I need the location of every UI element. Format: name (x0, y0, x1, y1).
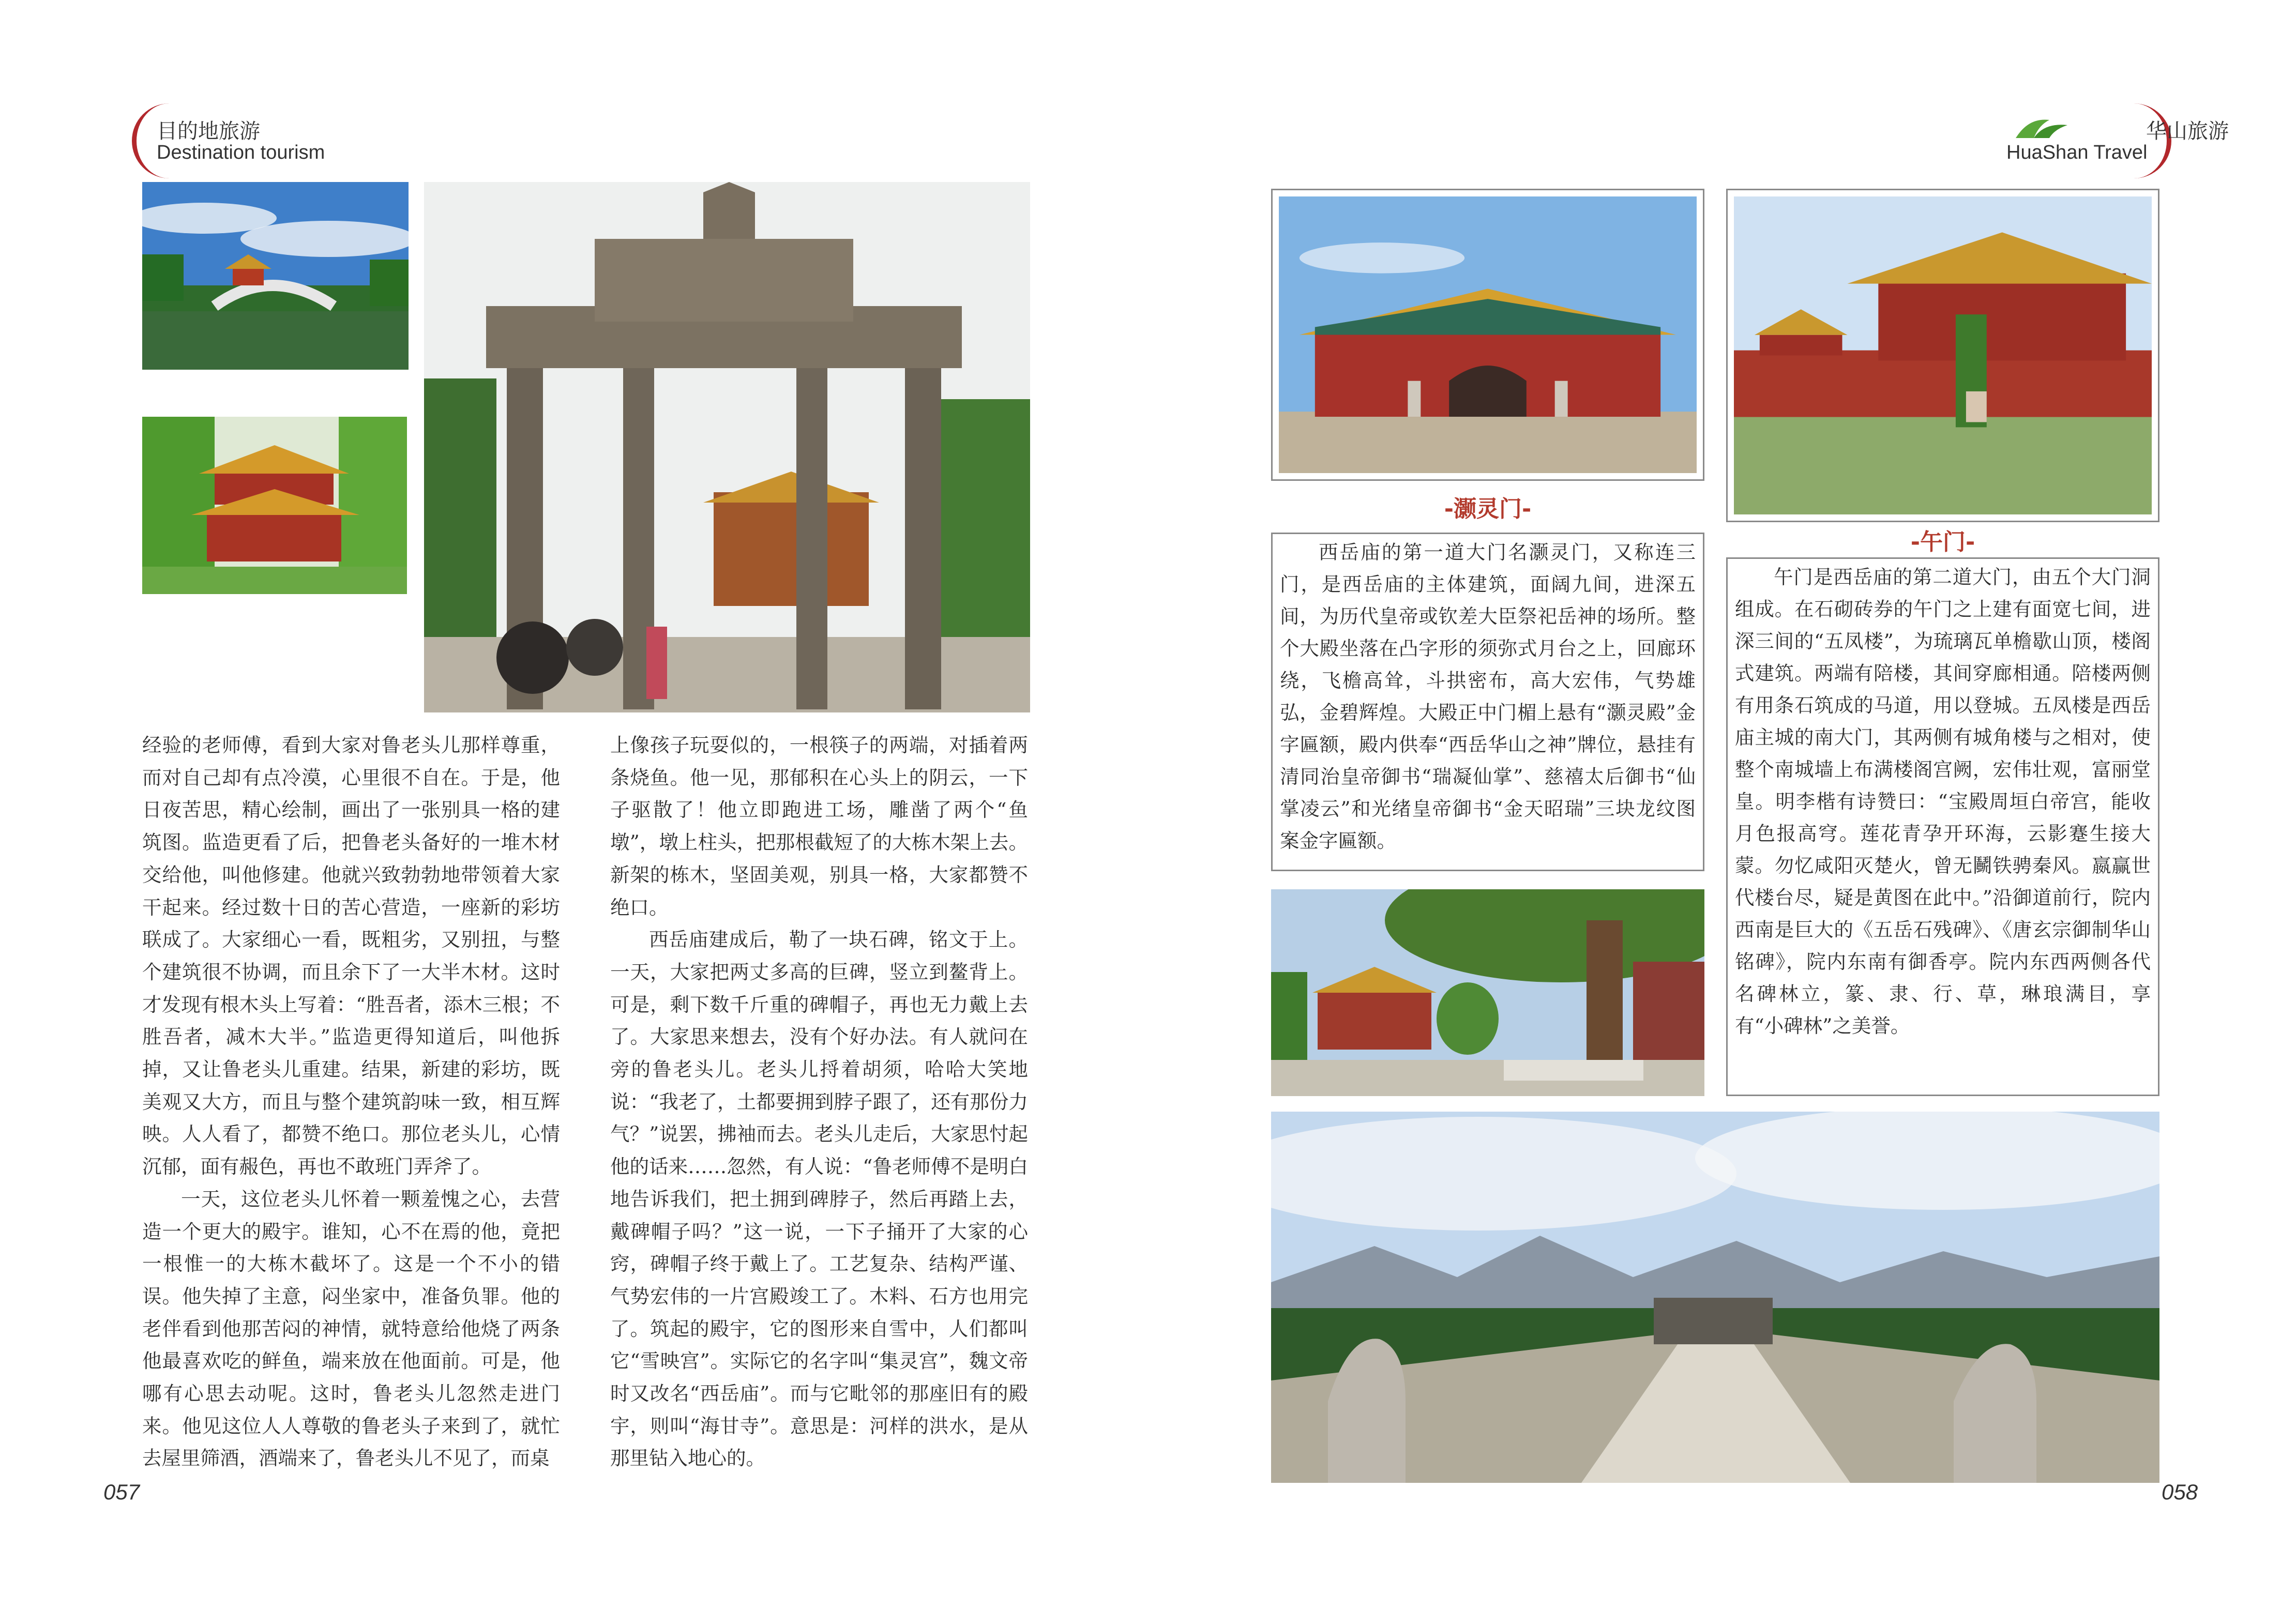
photo-courtyard-tree (1271, 889, 1704, 1096)
photo-avenue-lions (1271, 1112, 2159, 1483)
magazine-title-cn: 华山旅游 (2146, 120, 2229, 143)
article-column-2 (610, 729, 1028, 1475)
photo-haoling-gate (1279, 196, 1697, 473)
page-number-right: 058 (2162, 1480, 2198, 1504)
section-title-cn: 目的地旅游 (157, 120, 260, 143)
article-column-1 (142, 729, 560, 1475)
photo-frame-haoling-gate (1271, 189, 1704, 481)
paragraph: 西岳庙建成后，勒了一块石碑，铭文于上。一天，大家把两丈多高的巨碑，竖立到鳌背上。可是，剩下数千斤重的碑帽子，再也无力戴上去了。大家思来想去，没有个好办法。有人就问在旁的鲁老头儿。老头儿捋着胡须，哈哈大笑地说：“我老了，土都要拥到脖子跟了，还有那份力气？”说罢，拂袖而去。老头儿走后，大家思忖起他的话来……忽然，有人说：“鲁老师傅不是明白地告诉我们，把土拥到碑脖子，然后再踏上去，戴碑帽子吗？”这一说，一下子捅开了大家的心窍，碑帽子终于戴上了。工艺复杂、结构严谨、气势宏伟的一片宫殿竣工了。木料、石方也用完了。筑起的殿宇，它的图形来自雪中，人们都叫它“雪映宫”。实际它的名字叫“集灵宫”，魏文帝时又改名“西岳庙”。而与它毗邻的那座旧有的殿宇，则叫“海甘寺”。意思是：河样的洪水，是从那里钻入地心的。 (610, 928, 1028, 1470)
caption-text-haoling: 西岳庙的第一道大门名灏灵门，又称连三门，是西岳庙的主体建筑，面阔九间，进深五间，为历代皇帝或钦差大臣祭祀岳神的场所。整个大殿坐落在凸字形的须弥式月台之上，回廊环绕，飞檐高耸，斗拱密布，高大宏伟，气势雄弘，金碧辉煌。大殿正中门楣上悬有“灏灵殿”金字匾额，殿内供奉“西岳华山之神”牌位，悬挂有清同治皇帝御书“瑞凝仙掌”、慈禧太后御书“仙掌凌云”和光绪皇帝御书“金天昭瑞”三块龙纹图案金字匾额。 (1280, 541, 1696, 852)
caption-text-wu: 午门是西岳庙的第二道大门，由五个大门洞组成。在石砌砖券的午门之上建有面宽七间，进深三间的“五凤楼”，为琉璃瓦单檐歇山顶，楼阁式建筑。两端有陪楼，其间穿廊相通。陪楼两侧有用条石筑成的马道，用以登城。五凤楼是西岳庙主城的南大门，其两侧有城角楼与之相对，使整个南城墙上布满楼阁宫阙，宏伟壮观，富丽堂皇。明李楷有诗赞曰：“宝殿周垣白帝宫，能收月色报高穹。莲花青孕开环海，云影蹇生接大蒙。勿忆咸阳灭楚火，曾无鬭铁骋秦风。嬴赢世代楼台尽，疑是黄图在此中。”沿御道前行，院内西南是巨大的《五岳石残碑》、《唐玄宗御制华山铭碑》，院内东南有御香亭。院内东西两侧各代名碑林立，篆、隶、行、草，琳琅满目，享有“小碑林”之美誉。 (1735, 566, 2151, 1037)
caption-title-haoling: -灏灵门- (1444, 496, 1532, 522)
paragraph: 经验的老师傅，看到大家对鲁老头儿那样尊重，而对自己却有点冷漠，心里很不自在。于是，他日夜苦思，精心绘制，画出了一张别具一格的建筑图。监造更看了后，把鲁老头备好的一堆木材交给他，叫他修建。他就兴致勃勃地带领着大家干起来。经过数十日的苦心营造，一座新的彩坊联成了。大家细心一看，既粗劣，又别扭，与整个建筑很不协调，而且余下了一大半木材。这时才发现有根木头上写着：“胜吾者，添木三根；不胜吾者，减木大半。”监造更得知道后，叫他拆掉，又让鲁老头儿重建。结果，新建的彩坊，既美观又大方，而且与整个建筑韵味一致，相互辉映。人人看了，都赞不绝口。那位老头儿，心情沉郁，面有赧色，再也不敢班门弄斧了。 (142, 734, 560, 1178)
photo-pavilion-trees (142, 417, 407, 594)
photo-frame-wu-gate (1726, 189, 2159, 522)
page-number-left: 057 (103, 1480, 140, 1504)
photo-wu-gate (1734, 196, 2152, 514)
photo-bridge-pavilion (142, 182, 409, 370)
caption-box-wu (1726, 557, 2159, 1096)
caption-box-haoling (1271, 533, 1704, 871)
paragraph: 一天，这位老头儿怀着一颗羞愧之心，去营造一个更大的殿宇。谁知，心不在焉的他，竟把一根惟一的大栋木截坏了。这是一个不小的错误。他失掉了主意，闷坐家中，准备负罪。他的老伴看到他那苦闷的神情，就特意给他烧了两条他最喜欢吃的鲜鱼，端来放在他面前。可是，他哪有心思去动呢。这时，鲁老头儿忽然走进门来。他见这位人人尊敬的鲁老头子来到了，就忙去屋里筛酒，酒端来了，鲁老头儿不见了，而桌 (142, 1187, 560, 1470)
huashan-logo-icon (2013, 115, 2070, 141)
caption-title-wu: -午门- (1910, 529, 1975, 555)
magazine-title-en: HuaShan Travel (2006, 142, 2148, 163)
paragraph: 上像孩子玩耍似的，一根筷子的两端，对插着两条烧鱼。他一见，那郁积在心头上的阴云，一下子驱散了！他立即跑进工场，雕凿了两个“鱼墩”，墩上柱头，把那根截短了的大栋木架上去。新架的栋木，坚固美观，别具一格，大家都赞不绝口。 (610, 734, 1028, 919)
photo-stone-archway (424, 182, 1030, 712)
section-title-en: Destination tourism (157, 142, 325, 163)
